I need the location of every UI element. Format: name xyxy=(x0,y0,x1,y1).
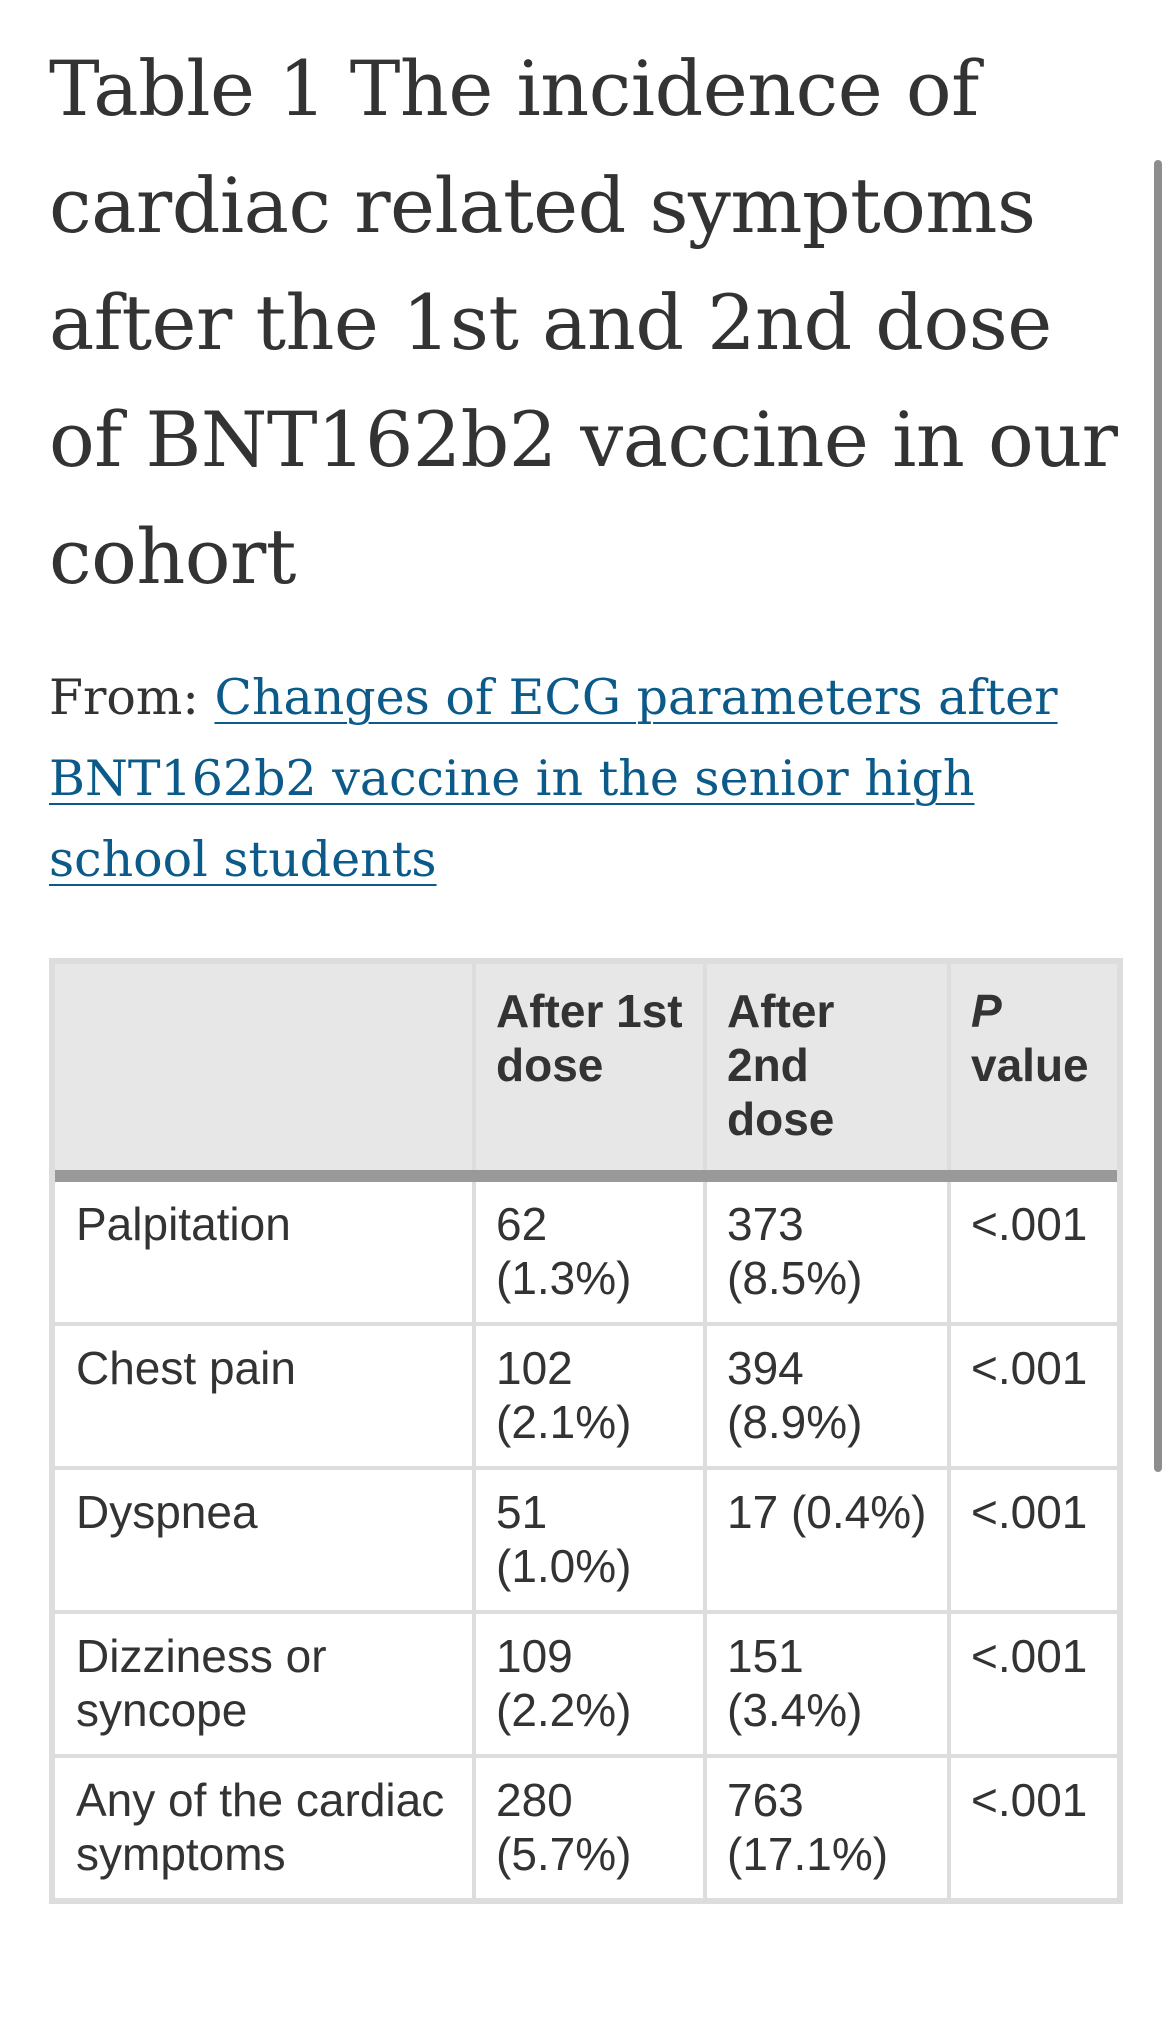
table-page xyxy=(49,30,1124,1904)
header-after-1st-dose: After 1st dose xyxy=(474,964,705,1176)
cell-second-dose: 151 (3.4%) xyxy=(705,1612,949,1756)
cell-p-value: <.001 xyxy=(949,1756,1117,1898)
from-label: From: xyxy=(49,669,215,726)
cell-second-dose: 394 (8.9%) xyxy=(705,1324,949,1468)
source-line xyxy=(49,657,1124,900)
cell-second-dose: 17 (0.4%) xyxy=(705,1468,949,1612)
cell-first-dose: 102 (2.1%) xyxy=(474,1324,705,1468)
cell-first-dose: 280 (5.7%) xyxy=(474,1756,705,1898)
cell-p-value: <.001 xyxy=(949,1176,1117,1324)
cell-first-dose: 62 (1.3%) xyxy=(474,1176,705,1324)
row-label: Dyspnea xyxy=(55,1468,474,1612)
header-p-value xyxy=(949,964,1117,1176)
row-label: Any of the cardiac symptoms xyxy=(55,1756,474,1898)
header-value-text: value xyxy=(971,1039,1089,1091)
header-empty xyxy=(55,964,474,1176)
row-label: Dizziness or syncope xyxy=(55,1612,474,1756)
cell-second-dose: 373 (8.5%) xyxy=(705,1176,949,1324)
table-row xyxy=(55,1612,1117,1756)
table-row xyxy=(55,1324,1117,1468)
page-title: Table 1 The incidence of cardiac related symptoms after the 1st and 2nd dose of BNT162b2 vaccine in our cohort xyxy=(49,44,1118,601)
header-after-2nd-dose: After 2nd dose xyxy=(705,964,949,1176)
header-p-italic: P xyxy=(971,985,1002,1037)
data-table-container xyxy=(49,958,1123,1904)
vertical-scrollbar[interactable] xyxy=(1154,160,1162,1472)
cell-p-value: <.001 xyxy=(949,1468,1117,1612)
table-row xyxy=(55,1468,1117,1612)
table-header-row xyxy=(55,964,1117,1176)
row-label: Palpitation xyxy=(55,1176,474,1324)
row-label: Chest pain xyxy=(55,1324,474,1468)
cell-first-dose: 51 (1.0%) xyxy=(474,1468,705,1612)
source-article-link[interactable]: Changes of ECG parameters after BNT162b2 vaccine in the senior high school students xyxy=(49,669,1058,888)
cell-p-value: <.001 xyxy=(949,1324,1117,1468)
cell-second-dose: 763 (17.1%) xyxy=(705,1756,949,1898)
cell-p-value: <.001 xyxy=(949,1612,1117,1756)
data-table xyxy=(55,964,1117,1898)
table-row xyxy=(55,1176,1117,1324)
cell-first-dose: 109 (2.2%) xyxy=(474,1612,705,1756)
table-row xyxy=(55,1756,1117,1898)
